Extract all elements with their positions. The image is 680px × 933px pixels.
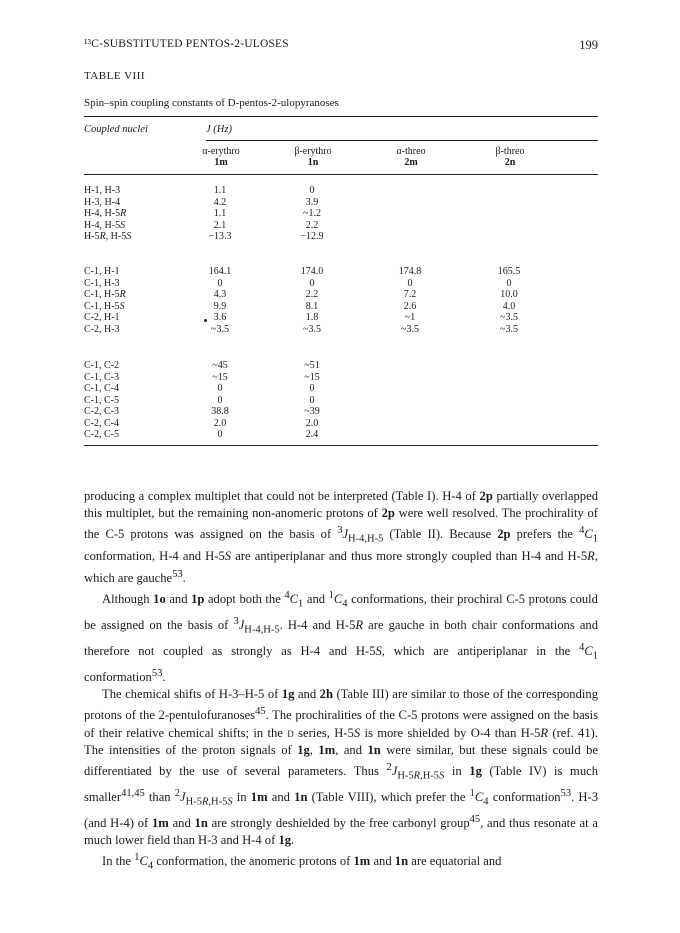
body-paragraph: The chemical shifts of H-3–H-5 of 1g and 2h (Table III) are similar to those of the corresponding protons of the 2-pentulofuranoses$^{45}$. The prochiralities of the C-5 protons were assigned on the basis of their relative chemical shifts; in the d series, H-5S is more shielded by O-4 than H-5R (ref. 41). The intensities of the proton signals of 1g, 1m, and 1n were similar, but these signals could be differentiated by the use of several parameters. Thus $^2J_{H-5R,H-5S}$ in 1g (Table IV) is much smaller$^{41,45}$ than $^2J_{H-5R,H-5S}$ in 1m and 1n (Table VIII), which prefer the $^1C_4$ conformation$^{53}$. H-3 (and H-4) of 1m and 1n are strongly deshielded by the free carbonyl group$^{45}$, and thus resonate at a much lower field than H-3 and H-4 of 1g. xyxy=(84,687,599,848)
coupling-value-cell: ~51 xyxy=(304,360,320,371)
coupled-nuclei-cell: H-4, H-5R xyxy=(84,208,127,219)
table-row xyxy=(84,395,598,407)
coupling-value-cell: 0 xyxy=(217,383,223,394)
compound-code: 2m xyxy=(404,157,418,168)
page-number: 199 xyxy=(579,38,598,52)
coupled-nuclei-cell: C-2, C-4 xyxy=(84,417,119,429)
coupling-value-cell: 1.1 xyxy=(213,185,227,196)
coupling-value-cell: ~45 xyxy=(212,360,228,371)
coupling-value-cell: 174.8 xyxy=(398,266,422,277)
anomer-label: β-threo xyxy=(495,146,525,157)
coupling-value-cell: 174.0 xyxy=(300,266,324,277)
table-row xyxy=(84,324,598,336)
table-row xyxy=(84,220,598,232)
coupled-nuclei-cell: H-5R, H-5S xyxy=(84,231,132,242)
coupling-value-cell: ~3.5 xyxy=(500,312,518,323)
coupling-value-cell: 1.8 xyxy=(305,312,319,323)
coupling-value-cell: −13.3 xyxy=(208,231,232,242)
coupling-value-cell: 0 xyxy=(217,429,223,440)
coupling-value-cell: 164.1 xyxy=(208,266,232,277)
column-header-2n xyxy=(485,146,535,168)
coupling-value-cell: 0 xyxy=(217,277,223,289)
table-caption: Spin–spin coupling constants of D-pentos-2-ulopyranoses xyxy=(84,97,339,109)
coupling-value-cell: 2.1 xyxy=(213,219,227,231)
coupling-value-cell: 165.5 xyxy=(497,266,521,277)
coupling-value-cell: 0 xyxy=(309,394,315,406)
anomer-label: α-threo xyxy=(396,146,426,157)
coupling-value-cell: ~15 xyxy=(212,371,228,383)
coupling-value-cell: 1.1 xyxy=(213,208,227,219)
table-row xyxy=(84,197,598,209)
coupled-nuclei-cell: C-1, H-5S xyxy=(84,300,125,312)
coupled-nuclei-cell: C-1, C-2 xyxy=(84,360,119,371)
coupling-value-cell: 8.1 xyxy=(305,300,319,312)
coupling-value-cell: ~3.5 xyxy=(500,323,518,335)
coupling-value-cell: 0 xyxy=(506,277,512,289)
coupling-value-cell: 3.9 xyxy=(305,196,319,208)
coupled-nuclei-cell: C-1, H-1 xyxy=(84,266,120,277)
coupling-value-cell: 10.0 xyxy=(500,289,518,300)
j-hz-rule xyxy=(206,140,598,141)
coupled-nuclei-cell: C-1, C-5 xyxy=(84,394,119,406)
coupling-value-cell: 2.0 xyxy=(213,417,227,429)
coupled-nuclei-cell: C-1, C-3 xyxy=(84,371,119,383)
table-row xyxy=(84,429,598,441)
body-paragraph: producing a complex multiplet that could not be interpreted (Table I). H-4 of 2p partially overlapped this multiplet, but the remaining non-anomeric protons of 2p were well resolved. The prochirality of the C-5 protons was assigned on the basis of $^3J_{H-4,H-5}$ (Table II). Because 2p prefers the $^4C_1$ conformation, H-4 and H-5S are antiperiplanar and thus more strongly coupled than H-4 and H-5R, which are gauche$^{53}$. xyxy=(84,489,599,585)
coupling-value-cell: 4.3 xyxy=(213,289,227,300)
coupling-value-cell: 0 xyxy=(309,185,315,196)
table-row xyxy=(84,231,598,243)
table-group-hh xyxy=(84,185,598,243)
stray-dot-mark xyxy=(204,319,207,322)
column-header-1n xyxy=(288,146,338,168)
coupling-value-cell: ~39 xyxy=(304,406,320,417)
coupling-value-cell: 7.2 xyxy=(403,289,417,300)
coupled-nuclei-cell: H-1, H-3 xyxy=(84,185,121,196)
compound-code: 1m xyxy=(214,157,228,168)
coupling-value-cell: ~1 xyxy=(404,312,416,323)
coupled-nuclei-cell: C-2, H-1 xyxy=(84,312,120,323)
coupled-nuclei-cell: C-1, H-3 xyxy=(84,277,120,289)
coupled-nuclei-cell: C-2, C-3 xyxy=(84,406,119,417)
coupling-value-cell: 9.9 xyxy=(213,300,227,312)
coupling-value-cell: 2.0 xyxy=(305,417,319,429)
coupling-value-cell: ~3.5 xyxy=(401,323,419,335)
table-row xyxy=(84,278,598,290)
body-paragraph: Although 1o and 1p adopt both the $^4C_1$ and $^1C_4$ conformations, their prochiral C-5 protons could be assigned on the basis of $^3J_{H-4,H-5}$. H-4 and H-5R are gauche in both chair conformations and therefore not coupled as strongly as H-4 and H-5S, which are antiperiplanar in the $^4C_1$ conformation$^{53}$. xyxy=(84,589,599,684)
table-header-rule xyxy=(84,174,598,175)
coupling-value-cell: 0 xyxy=(217,394,223,406)
table-label: TABLE VIII xyxy=(84,70,146,82)
coupled-nuclei-header: Coupled nuclei xyxy=(84,124,148,135)
table-group-ch xyxy=(84,266,598,335)
table-group-cc xyxy=(84,360,598,441)
coupled-nuclei-cell: C-2, H-3 xyxy=(84,323,120,335)
running-head xyxy=(84,38,598,50)
coupling-value-cell: 38.8 xyxy=(211,406,229,417)
body-paragraph: In the $^1C_4$ conformation, the anomeric protons of 1m and 1n are equatorial and xyxy=(102,852,502,873)
table-row xyxy=(84,372,598,384)
table-top-rule xyxy=(84,116,598,117)
coupled-nuclei-cell: H-3, H-4 xyxy=(84,196,121,208)
coupling-value-cell: ~3.5 xyxy=(211,323,229,335)
coupling-value-cell: 2.2 xyxy=(305,289,319,300)
anomer-label: β-erythro xyxy=(294,146,332,157)
coupled-nuclei-cell: C-2, C-5 xyxy=(84,429,119,440)
coupling-value-cell: 2.2 xyxy=(305,219,319,231)
coupling-value-cell: 4.0 xyxy=(502,300,516,312)
compound-code: 1n xyxy=(307,157,319,168)
coupling-value-cell: 0 xyxy=(309,383,315,394)
coupled-nuclei-cell: C-1, H-5R xyxy=(84,289,126,300)
coupling-value-cell: 0 xyxy=(309,277,315,289)
coupling-value-cell: ~3.5 xyxy=(303,323,321,335)
coupling-value-cell: 4.2 xyxy=(213,196,227,208)
table-row xyxy=(84,406,598,418)
coupled-nuclei-cell: C-1, C-4 xyxy=(84,383,119,394)
anomer-label: α-erythro xyxy=(202,146,240,157)
table-row xyxy=(84,289,598,301)
column-header-2m xyxy=(386,146,436,168)
coupling-value-cell: 2.4 xyxy=(305,429,319,440)
table-row xyxy=(84,312,598,324)
j-hz-header: J (Hz) xyxy=(206,124,232,135)
table-row xyxy=(84,266,598,278)
table-row xyxy=(84,301,598,313)
compound-code: 2n xyxy=(504,157,516,168)
coupling-value-cell: ~1.2 xyxy=(303,208,321,219)
coupled-nuclei-cell: H-4, H-5S xyxy=(84,219,126,231)
table-row xyxy=(84,208,598,220)
column-header-1m xyxy=(196,146,246,168)
coupling-value-cell: ~15 xyxy=(304,371,320,383)
table-bottom-rule xyxy=(84,445,598,446)
coupling-value-cell: 2.6 xyxy=(403,300,417,312)
coupling-value-cell: 3.6 xyxy=(213,312,227,323)
running-head-title: ¹³C-SUBSTITUTED PENTOS-2-ULOSES xyxy=(84,38,289,50)
coupling-value-cell: −12.9 xyxy=(300,231,324,242)
table-row xyxy=(84,185,598,197)
table-row xyxy=(84,418,598,430)
coupling-value-cell: 0 xyxy=(407,277,413,289)
table-row xyxy=(84,383,598,395)
table-row xyxy=(84,360,598,372)
body-text xyxy=(84,488,598,875)
